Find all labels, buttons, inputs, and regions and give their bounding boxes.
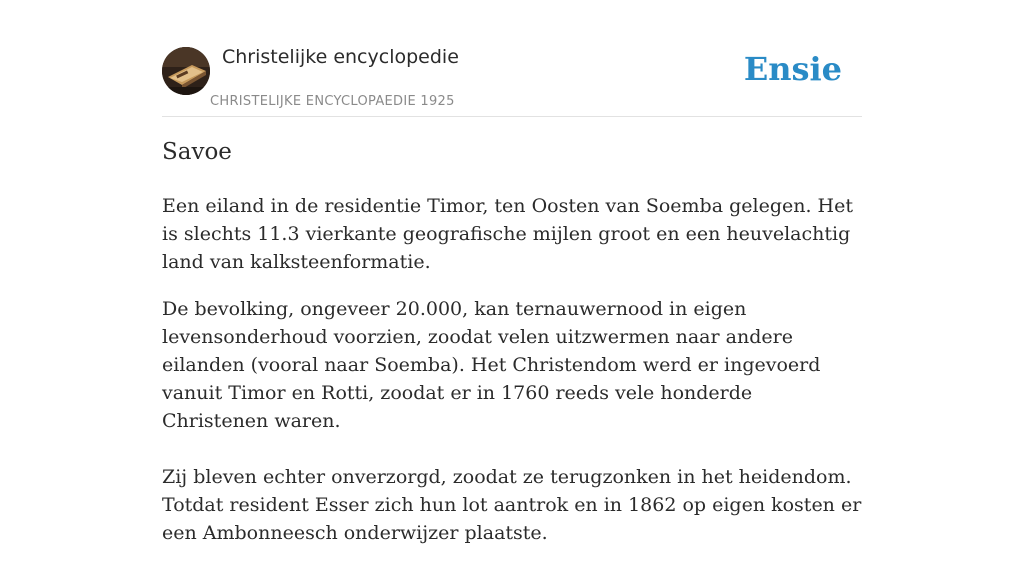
page-header <box>162 40 862 117</box>
brand-logo-link[interactable]: Ensie <box>743 50 842 88</box>
entry-paragraph: Zij bleven echter onverzorgd, zoodat ze terugzonken in het heidendom. Totdat resident Esser zich hun lot aantrok en in 1862 op eigen kosten er een Ambonneesch onderwijzer plaatste. <box>162 466 862 544</box>
entry-paragraph: De bevolking, ongeveer 20.000, kan ternauwernood in eigen levensonderhoud voorzien, zoodat velen uitzwermen naar andere eilanden (vooral naar Soemba). Het Christendom werd er ingevoerd vanuit Timor en Rotti, zoodat er in 1760 reeds vele honderde Christenen waren. <box>162 298 821 432</box>
entry-body <box>162 192 862 566</box>
entry-title: Savoe <box>162 139 232 165</box>
source-title[interactable]: Christelijke encyclopedie <box>222 46 459 68</box>
source-avatar[interactable] <box>162 47 210 95</box>
book-cover-icon <box>162 47 210 95</box>
source-subtitle: CHRISTELIJKE ENCYCLOPAEDIE 1925 <box>210 94 455 109</box>
entry-paragraph: Een eiland in de residentie Timor, ten Oosten van Soemba gelegen. Het is slechts 11.3 vierkante geografische mijlen groot en een heuvelachtig land van kalksteenformatie. <box>162 195 853 273</box>
